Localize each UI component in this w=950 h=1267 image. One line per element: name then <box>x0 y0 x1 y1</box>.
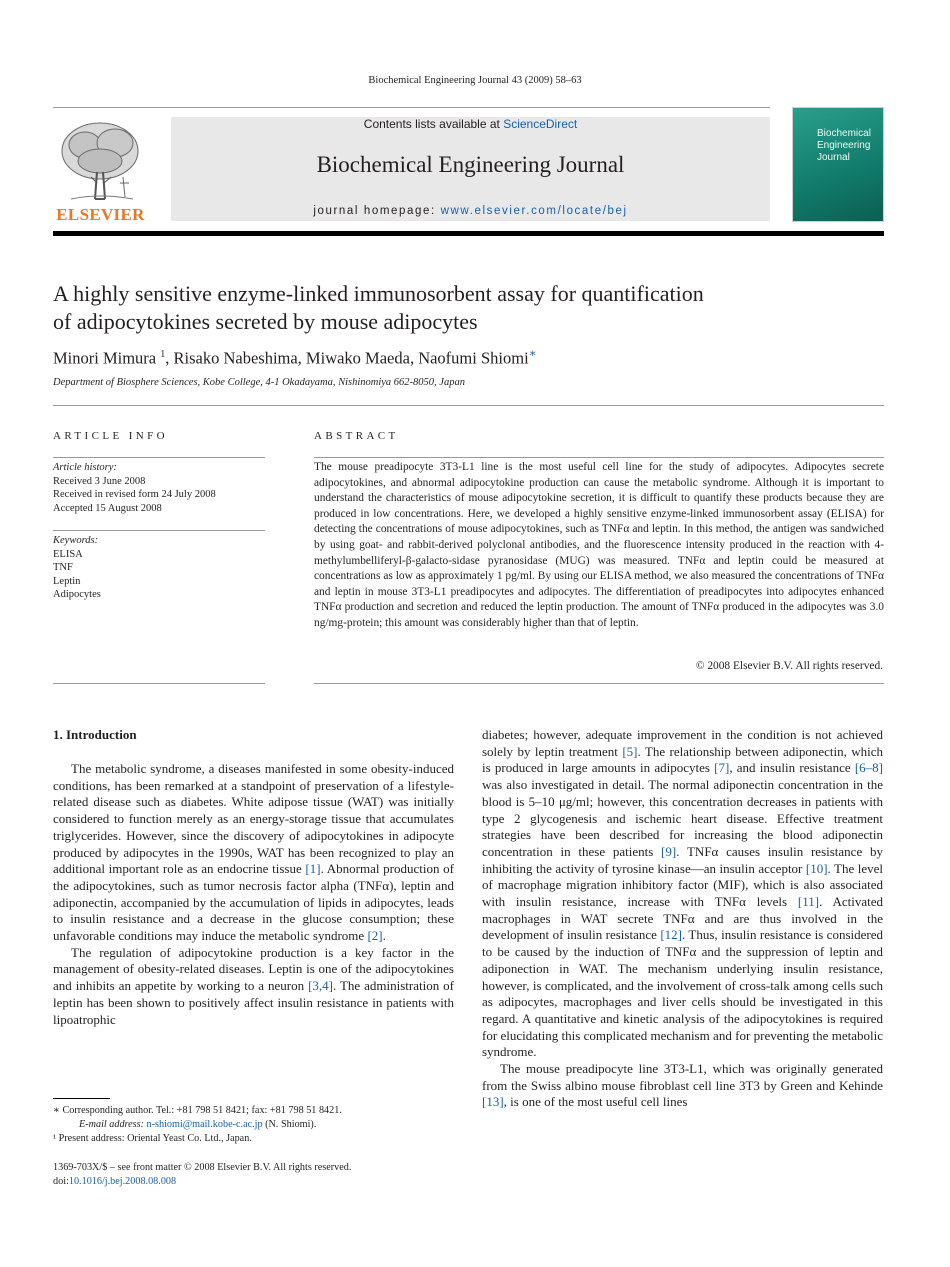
keyword: TNF <box>53 562 73 574</box>
paragraph <box>53 761 454 945</box>
copyright-notice: © 2008 Elsevier B.V. All rights reserved. <box>695 660 883 672</box>
text-run: The regulation of adipocytokine production is a key factor in the management of obesity-related diseases. Leptin is one of the adipocytokines and inhibits an appetite by working to a neuron <box>53 944 454 994</box>
authors-rest: , Risako Nabeshima, Miwako Maeda, Naofumi Shiomi <box>165 348 529 368</box>
article-info-rule <box>53 683 265 684</box>
homepage-line <box>171 205 770 217</box>
history-accepted: Accepted 15 August 2008 <box>53 502 162 514</box>
keyword: Leptin <box>53 575 81 587</box>
article-history <box>53 461 265 515</box>
doi-label: doi: <box>53 1176 69 1187</box>
citation-link[interactable]: [11] <box>797 894 820 910</box>
homepage-prefix: journal homepage: <box>313 205 441 217</box>
text-run: diabetes; however, adequate improvement in the condition is not achieved solely by leptin treatment <box>482 727 883 759</box>
banner-rule <box>53 231 884 236</box>
body-column-right <box>482 727 883 1111</box>
paragraph <box>482 1061 883 1111</box>
author-list <box>53 346 873 369</box>
footnote-email <box>53 1118 454 1132</box>
footnote-rule <box>53 1098 110 1099</box>
author-1-footnote-mark[interactable]: 1 <box>160 349 166 360</box>
citation-link[interactable]: [9] <box>661 843 677 859</box>
text-run: . The relationship between adiponectin, which is produced in large amounts in adipocytes <box>482 743 884 776</box>
abstract-heading: ABSTRACT <box>314 430 399 442</box>
citation-link[interactable]: [3,4] <box>308 978 333 994</box>
title-rule <box>53 405 884 406</box>
doi-link[interactable]: 10.1016/j.bej.2008.08.008 <box>68 1176 177 1187</box>
keywords-label: Keywords: <box>53 535 99 546</box>
article-info-rule <box>53 530 265 531</box>
abstract-rule <box>314 457 884 458</box>
text-run: . <box>382 928 386 944</box>
footnote-present-address: ¹ Present address: Oriental Yeast Co. Ltd., Japan. <box>53 1133 252 1144</box>
keyword: Adipocytes <box>53 589 101 601</box>
keywords <box>53 534 265 602</box>
title-line-2: of adipocytokines secreted by mouse adipocytes <box>53 309 478 334</box>
citation-link[interactable]: [5] <box>622 743 638 759</box>
text-run: . The administration of leptin has been shown to positively affect insulin resistance in patients with lipoatrophic <box>53 978 454 1027</box>
history-received: Received 3 June 2008 <box>53 475 146 487</box>
journal-cover-image <box>792 107 884 222</box>
citation-link[interactable]: [1] <box>305 861 321 877</box>
article-info-heading: ARTICLE INFO <box>53 430 168 442</box>
header-rule <box>53 107 770 108</box>
publisher-wordmark: ELSEVIER <box>56 205 145 224</box>
history-label: Article history: <box>53 462 117 473</box>
citation-link[interactable]: [12] <box>660 927 682 943</box>
title-line-1: A highly sensitive enzyme-linked immunosorbent assay for quantification <box>53 281 704 306</box>
journal-name: Biochemical Engineering Journal <box>316 152 625 177</box>
text-run: , and insulin resistance <box>729 760 855 776</box>
citation-link[interactable]: [7] <box>714 760 730 776</box>
footnote-corresponding: ∗ Corresponding author. Tel.: +81 798 51 8421; fax: +81 798 51 8421. <box>53 1105 342 1116</box>
email-label: E-mail address: <box>79 1119 147 1130</box>
text-run: The mouse preadipocyte line 3T3-L1, which was originally generated from the Swiss albino mouse fibroblast cell line 3T3 by Green and Kehinde <box>482 1061 883 1093</box>
citation-link[interactable]: [2] <box>367 928 383 944</box>
running-head: Biochemical Engineering Journal 43 (2009) 58–63 <box>368 75 582 86</box>
corresponding-author-mark[interactable]: ∗ <box>528 346 537 360</box>
contents-line <box>171 117 770 131</box>
citation-link[interactable]: [13] <box>482 1094 504 1110</box>
text-run: . The level of macrophage migration inhibitory factor (MIF), which is also associated with insulin resistance, increase with TNFα levels <box>482 860 883 910</box>
affiliation: Department of Biosphere Sciences, Kobe College, 4-1 Okadayama, Nishinomiya 662-8050, Japan <box>53 377 465 388</box>
author-1: Minori Mimura <box>53 348 157 368</box>
abstract-body <box>314 460 884 632</box>
text-run: . TNFα causes insulin resistance by inhibiting the activity of tyrosine kinase—an insulin acceptor <box>482 843 883 876</box>
citation-link[interactable]: [10] <box>805 860 828 876</box>
email-link[interactable]: n-shiomi@mail.kobe-c.ac.jp <box>146 1119 263 1130</box>
article-title <box>53 280 873 336</box>
paragraph-continued <box>482 727 883 1061</box>
contents-prefix: Contents lists available at <box>363 117 504 131</box>
text-run: was also investigated in detail. The normal adiponectin concentration in the blood is 5–10 μg/ml; however, this concentration decreases in patients with type 2 glycogenesis and ischemic heart disease. Effective treatment strategies have been described for increasing the blood adiponectin concentration in these patients <box>482 777 883 859</box>
paragraph <box>53 945 454 1029</box>
text-run: . Thus, insulin resistance is considered to be caused by the induction of TNFα and the suppression of leptin and adiponection in WAT. The mechanism underlying insulin resistance, however, is complicated, and the involvement of cross-talk among cells such as adipocytes, macrophages and liver cells should be investigated in this regard. A quantitative and kinetic analysis of the adipocytokines is required for elucidating this complicated mechanism and for preventing the metabolic syndrome. <box>482 927 883 1060</box>
text-run: . Abnormal production of the adipocytokines, such as tumor necrosis factor alpha (TNFα), leptin and adiponectin, accompanied by the accumulation of lipids in adipocytes, leads to insulin resistance and a decrease in the glucose consumption; these unfavorable conditions may induce the metabolic syndrome <box>53 861 454 944</box>
text-run: . Activated macrophages in WAT secrete TNFα and are thus involved in the development of insulin resistance <box>482 894 883 943</box>
front-matter <box>53 1161 473 1189</box>
abstract-rule <box>314 683 884 684</box>
text-run: The metabolic syndrome, a diseases manifested in some obesity-induced conditions, has been remarked at a standpoint of preservation of a lifestyle-related disease such as diabetes. White adipose tissue (WAT) was initially considered to function merely as an energy-storage tissue that accumulates triglycerides. However, since the discovery of adipocytokines in adipocyte produced by adipocytes in the 1990s, WAT has been recognized to play an additional important role as an endocrine tissue <box>53 761 454 877</box>
doi-line <box>53 1175 473 1189</box>
citation-link[interactable]: [6–8] <box>854 760 883 776</box>
cover-title: Biochemical Engineering Journal <box>817 128 871 163</box>
abstract-text: The mouse preadipocyte 3T3-L1 line is the most useful cell line for the study of adipocytes. Adipocytes secrete adipocytokines, and abnormal adipocytokine production can cause the metabolic syndrome. Although it is important to understand the characteristics of mouse adipocytokine secretion, it is difficult to quantify these products because they are produced in low concentrations. Here, we developed a highly sensitive enzyme-linked immunosorbent assay (ELISA) for detecting the concentrations of mouse adipocytokines, such as TNFα and leptin. In this method, the antigen was sandwiched by using goat- and rabbit-derived polyclonal antibodies, and the fluorescence intensity produced in the reaction with 4-methylumbelliferyl-β-galacto-sidase pyranosidase (MUG) was measured. TNFα and leptin could be measured at concentrations as low as approximately 1 pg/ml. By using our ELISA method, we also measured the concentrations of TNFα and leptin in mouse 3T3-L1 preadipocytes and adipocytes. The differentiation of preadipocytes into adipocytes enhanced TNFα production and secretion and reduced the leptin production. The amount of TNFα produced in the adipocytes was 3.0 ng/mg-protein; this amount was considerably higher than that of leptin. <box>314 461 884 629</box>
history-revised: Received in revised form 24 July 2008 <box>53 489 216 501</box>
article-info-rule <box>53 457 265 458</box>
footnotes <box>53 1104 454 1146</box>
homepage-link[interactable]: www.elsevier.com/locate/bej <box>440 205 628 217</box>
section-heading-introduction: 1. Introduction <box>53 727 137 742</box>
body-column-left <box>53 761 454 1028</box>
keyword: ELISA <box>53 548 83 560</box>
sciencedirect-link[interactable]: ScienceDirect <box>503 117 578 131</box>
issn-line: 1369-703X/$ – see front matter © 2008 Elsevier B.V. All rights reserved. <box>53 1162 352 1173</box>
text-run: , is one of the most useful cell lines <box>503 1094 688 1110</box>
email-suffix: (N. Shiomi). <box>262 1119 317 1130</box>
